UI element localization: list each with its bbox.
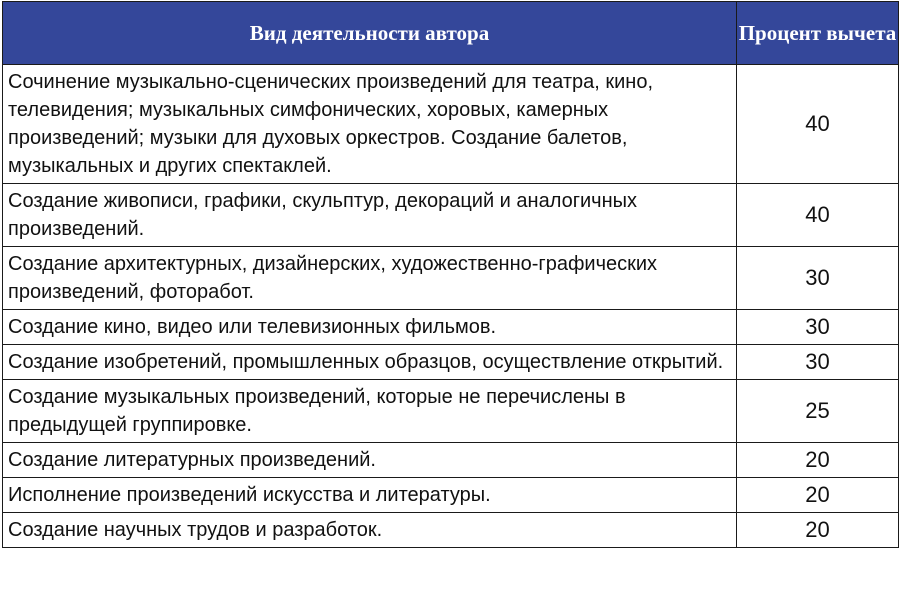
activity-cell: Сочинение музыкально-сценических произведений для театра, кино, телевидения; музыкальных симфонических, хоровых, камерных произведений; музыки для духовых оркестров. Создание балетов, музыкальных и других спектаклей. <box>3 65 737 184</box>
percent-cell: 30 <box>737 345 899 380</box>
percent-cell: 20 <box>737 478 899 513</box>
activity-cell: Создание изобретений, промышленных образцов, осуществление открытий. <box>3 345 737 380</box>
activity-cell: Создание архитектурных, дизайнерских, художественно-графических произведений, фоторабот. <box>3 247 737 310</box>
table-row <box>3 247 899 310</box>
activity-cell: Исполнение произведений искусства и литературы. <box>3 478 737 513</box>
percent-cell: 20 <box>737 443 899 478</box>
table-row <box>3 184 899 247</box>
percent-cell: 20 <box>737 513 899 548</box>
table-row <box>3 65 899 184</box>
table-row <box>3 478 899 513</box>
percent-column-header: Процент вычета <box>737 2 899 65</box>
percent-cell: 40 <box>737 184 899 247</box>
table-row <box>3 443 899 478</box>
percent-cell: 30 <box>737 310 899 345</box>
table-row <box>3 310 899 345</box>
activity-column-header: Вид деятельности автора <box>3 2 737 65</box>
activity-cell: Создание научных трудов и разработок. <box>3 513 737 548</box>
activity-cell: Создание живописи, графики, скульптур, декораций и аналогичных произведений. <box>3 184 737 247</box>
header-row <box>3 2 899 65</box>
percent-cell: 25 <box>737 380 899 443</box>
percent-cell: 30 <box>737 247 899 310</box>
deduction-table <box>2 1 899 548</box>
activity-cell: Создание литературных произведений. <box>3 443 737 478</box>
activity-cell: Создание музыкальных произведений, которые не перечислены в предыдущей группировке. <box>3 380 737 443</box>
activity-cell: Создание кино, видео или телевизионных фильмов. <box>3 310 737 345</box>
table-row <box>3 345 899 380</box>
table-row <box>3 513 899 548</box>
percent-cell: 40 <box>737 65 899 184</box>
table-row <box>3 380 899 443</box>
